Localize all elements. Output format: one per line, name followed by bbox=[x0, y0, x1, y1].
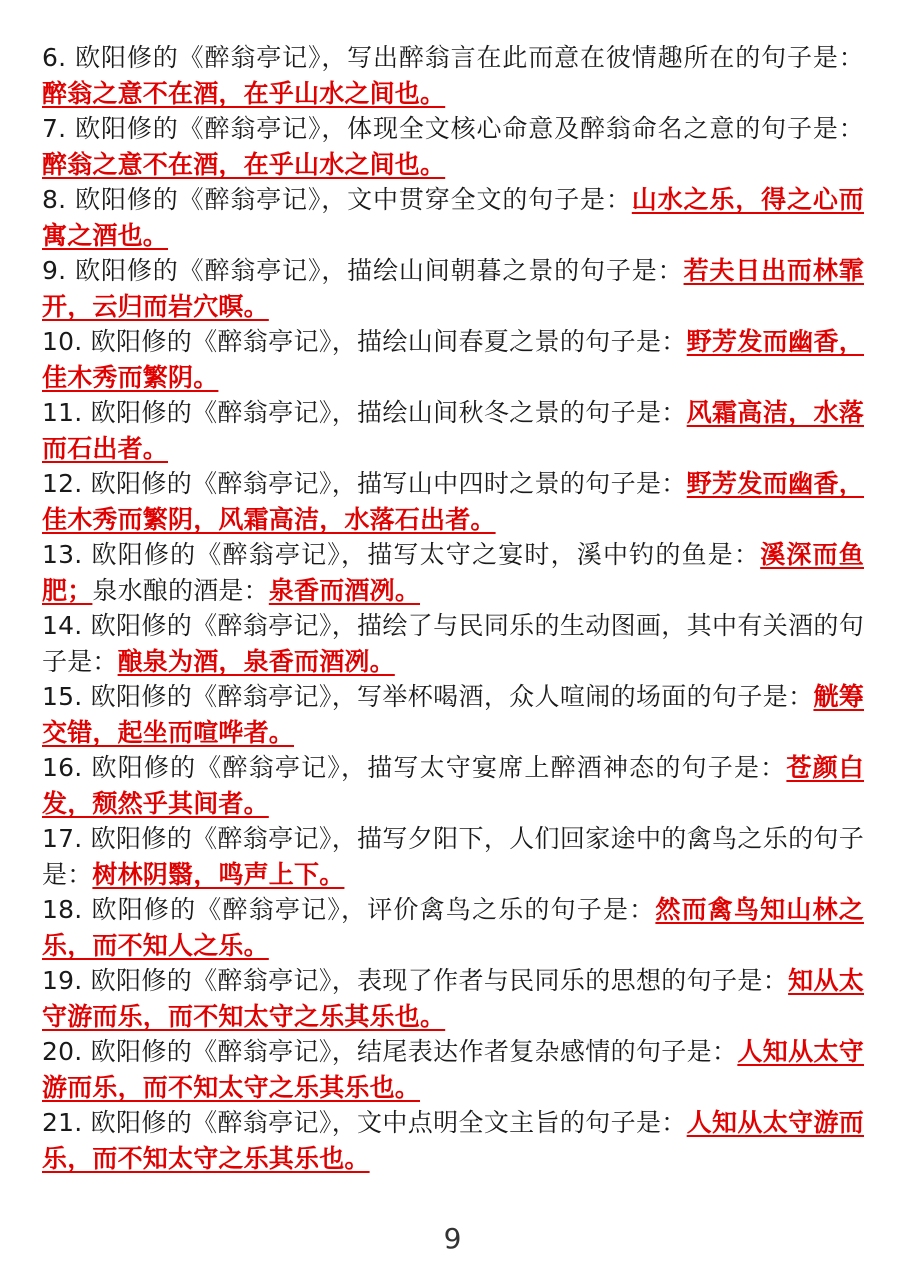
list-item bbox=[42, 1034, 864, 1105]
list-item bbox=[42, 679, 864, 750]
answer-text: 山水之乐，得之心而寓之酒也。 bbox=[42, 185, 864, 250]
list-item bbox=[42, 1105, 864, 1176]
question-text: 7. 欧阳修的《醉翁亭记》，体现全文核心命意及醉翁命名之意的句子是： bbox=[42, 114, 864, 143]
question-text: 15. 欧阳修的《醉翁亭记》，写举杯喝酒，众人喧闹的场面的句子是： bbox=[42, 682, 814, 711]
question-text: 13. 欧阳修的《醉翁亭记》，描写太守之宴时，溪中钓的鱼是： bbox=[42, 540, 761, 569]
answer-text: 苍颜白发，颓然乎其间者。 bbox=[42, 753, 864, 818]
page-number: 9 bbox=[443, 1222, 462, 1255]
answer-text: 风霜高洁，水落而石出者。 bbox=[42, 398, 864, 463]
answer-text: 人知从太守游而乐，而不知太守之乐其乐也。 bbox=[42, 1108, 864, 1173]
question-text: 17. 欧阳修的《醉翁亭记》，描写夕阳下，人们回家途中的禽鸟之乐的句子是： bbox=[42, 824, 864, 889]
answer-text: 醉翁之意不在酒，在乎山水之间也。 bbox=[42, 78, 446, 108]
list-item bbox=[42, 40, 864, 111]
list-item bbox=[42, 395, 864, 466]
question-text: 10. 欧阳修的《醉翁亭记》，描绘山间春夏之景的句子是： bbox=[42, 327, 687, 356]
question-text: 6. 欧阳修的《醉翁亭记》，写出醉翁言在此而意在彼情趣所在的句子是： bbox=[42, 43, 864, 72]
question-text: 8. 欧阳修的《醉翁亭记》，文中贯穿全文的句子是： bbox=[42, 185, 632, 214]
answer-text: 溪深而鱼肥； bbox=[42, 540, 864, 605]
question-text: 19. 欧阳修的《醉翁亭记》，表现了作者与民同乐的思想的句子是： bbox=[42, 966, 789, 995]
question-text: 泉水酿的酒是： bbox=[92, 575, 269, 605]
answer-text: 泉香而酒冽。 bbox=[268, 575, 421, 605]
answer-text: 然而禽鸟知山林之乐，而不知人之乐。 bbox=[42, 895, 864, 960]
list-item bbox=[42, 111, 864, 182]
list-item bbox=[42, 182, 864, 253]
question-text: 11. 欧阳修的《醉翁亭记》，描绘山间秋冬之景的句子是： bbox=[42, 398, 687, 427]
answer-text: 野芳发而幽香，佳木秀而繁阴，风霜高洁，水落石出者。 bbox=[42, 469, 864, 534]
list-item bbox=[42, 537, 864, 608]
list-item bbox=[42, 466, 864, 537]
answer-text: 醉翁之意不在酒，在乎山水之间也。 bbox=[42, 149, 446, 179]
question-text: 18. 欧阳修的《醉翁亭记》，评价禽鸟之乐的句子是： bbox=[42, 895, 656, 924]
question-text: 14. 欧阳修的《醉翁亭记》，描绘了与民同乐的生动图画，其中有关酒的句子是： bbox=[42, 611, 864, 676]
list-item bbox=[42, 750, 864, 821]
question-text: 12. 欧阳修的《醉翁亭记》，描写山中四时之景的句子是： bbox=[42, 469, 687, 498]
answer-text: 觥筹交错，起坐而喧哗者。 bbox=[42, 682, 864, 747]
list-item bbox=[42, 608, 864, 679]
list-item bbox=[42, 253, 864, 324]
question-text: 16. 欧阳修的《醉翁亭记》，描写太守宴席上醉酒神态的句子是： bbox=[42, 753, 787, 782]
list-item bbox=[42, 821, 864, 892]
answer-text: 野芳发而幽香，佳木秀而繁阴。 bbox=[42, 327, 864, 392]
answer-text: 酿泉为酒，泉香而酒冽。 bbox=[117, 646, 395, 676]
list-item bbox=[42, 963, 864, 1034]
list-item bbox=[42, 892, 864, 963]
answer-text: 人知从太守游而乐，而不知太守之乐其乐也。 bbox=[42, 1037, 864, 1102]
question-text: 20. 欧阳修的《醉翁亭记》，结尾表达作者复杂感情的句子是： bbox=[42, 1037, 738, 1066]
answer-text: 树林阴翳，鸣声上下。 bbox=[92, 859, 345, 889]
answer-text: 若夫日出而林霏开，云归而岩穴暝。 bbox=[42, 256, 865, 321]
question-text: 21. 欧阳修的《醉翁亭记》，文中点明全文主旨的句子是： bbox=[42, 1108, 687, 1137]
list-item bbox=[42, 324, 864, 395]
answer-text: 知从太守游而乐，而不知太守之乐其乐也。 bbox=[42, 966, 865, 1031]
question-text: 9. 欧阳修的《醉翁亭记》，描绘山间朝暮之景的句子是： bbox=[42, 256, 684, 285]
question-list bbox=[42, 40, 864, 1176]
